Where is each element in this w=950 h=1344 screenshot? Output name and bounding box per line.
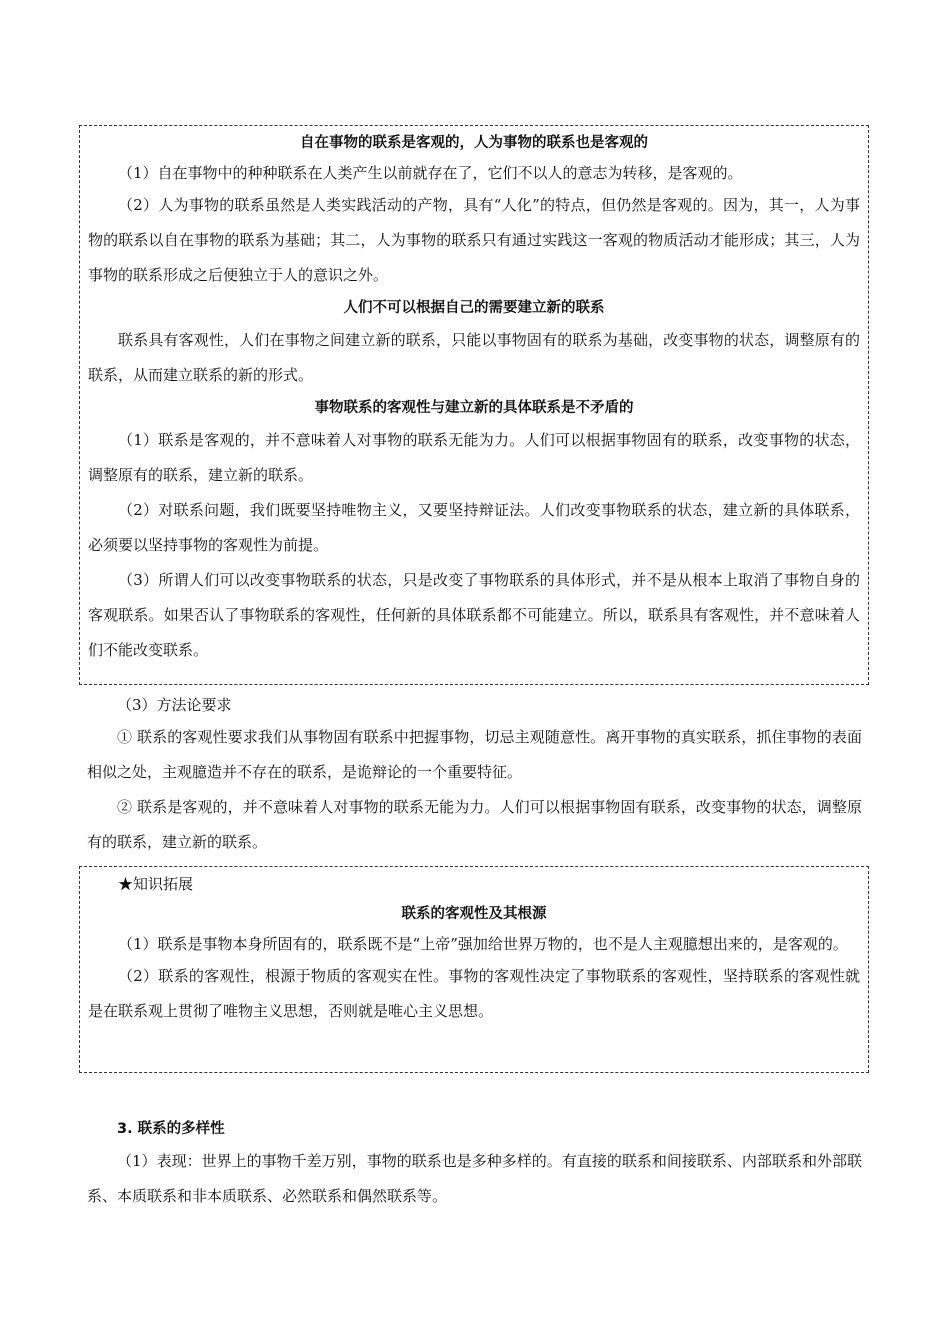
box-paragraph-6: （3）所谓人们可以改变事物联系的状态，只是改变了事物联系的具体形式，并不是从根本上取消了事物自身的客观联系。如果否认了事物联系的客观性，任何新的具体联系都不可能建立。所以，联系具有客观性，并不意味着人们不能改变联系。 bbox=[88, 571, 860, 659]
box-paragraph-1: （1）自在事物中的种种联系在人类产生以前就存在了，它们不以人的意志为转移，是客观的。 bbox=[118, 164, 743, 182]
method-item-1: ① 联系的客观性要求我们从事物固有联系中把握事物，切忌主观随意性。离开事物的真实联系，抓住事物的表面相似之处，主观臆造并不存在的联系，是诡辩论的一个重要特征。 bbox=[87, 728, 862, 781]
method-title: （3）方法论要求 bbox=[117, 696, 232, 714]
section-3 bbox=[87, 1113, 862, 1214]
section-3-title: 3. 联系的多样性 bbox=[117, 1121, 225, 1137]
section-3-title-row bbox=[87, 1113, 862, 1144]
box-paragraph-4: （1）联系是客观的，并不意味着人对事物的联系无能为力。人们可以根据事物固有的联系，改变事物的状态，调整原有的联系，建立新的联系。 bbox=[88, 431, 860, 484]
extension-paragraph-1: （1）联系是事物本身所固有的，联系既不是“上帝”强加给世界万物的，也不是人主观臆想出来的，是客观的。 bbox=[118, 935, 848, 953]
extension-heading: 联系的客观性及其根源 bbox=[401, 906, 547, 922]
box-paragraph-3: 联系具有客观性，人们在事物之间建立新的联系，只能以事物固有的联系为基础，改变事物的状态，调整原有的联系，从而建立联系的新的形式。 bbox=[88, 331, 860, 384]
box-paragraph-5: （2）对联系问题，我们既要坚持唯物主义，又要坚持辩证法。人们改变事物联系的状态，建立新的具体联系，必须要以坚持事物的客观性为前提。 bbox=[88, 501, 860, 554]
knowledge-extension-label: ★知识拓展 bbox=[118, 875, 194, 893]
method-section bbox=[87, 690, 862, 860]
box-heading-1: 自在事物的联系是客观的，人为事物的联系也是客观的 bbox=[300, 135, 648, 151]
section-3-paragraph-1: （1）表现：世界上的事物千差万别，事物的联系也是多种多样的。有直接的联系和间接联系、内部联系和外部联系、本质联系和非本质联系、必然联系和偶然联系等。 bbox=[87, 1152, 862, 1205]
box-paragraph-2: （2）人为事物的联系虽然是人类实践活动的产物，具有“人化”的特点，但仍然是客观的。因为，其一，人为事物的联系以自在事物的联系为基础；其二，人为事物的联系只有通过实践这一客观的物质活动才能形成；其三，人为事物的联系形成之后便独立于人的意识之外。 bbox=[88, 196, 860, 284]
dashed-box-extension bbox=[79, 866, 869, 1073]
extension-paragraph-2: （2）联系的客观性，根源于物质的客观实在性。事物的客观性决定了事物联系的客观性，坚持联系的客观性就是在联系观上贯彻了唯物主义思想，否则就是唯心主义思想。 bbox=[88, 967, 860, 1020]
method-item-2: ② 联系是客观的，并不意味着人对事物的联系无能为力。人们可以根据事物固有联系，改变事物的状态，调整原有的联系，建立新的联系。 bbox=[87, 798, 862, 851]
box-heading-2: 人们不可以根据自己的需要建立新的联系 bbox=[343, 300, 605, 316]
box-heading-3: 事物联系的客观性与建立新的具体联系是不矛盾的 bbox=[314, 400, 634, 416]
dashed-box-objectivity bbox=[79, 125, 869, 685]
